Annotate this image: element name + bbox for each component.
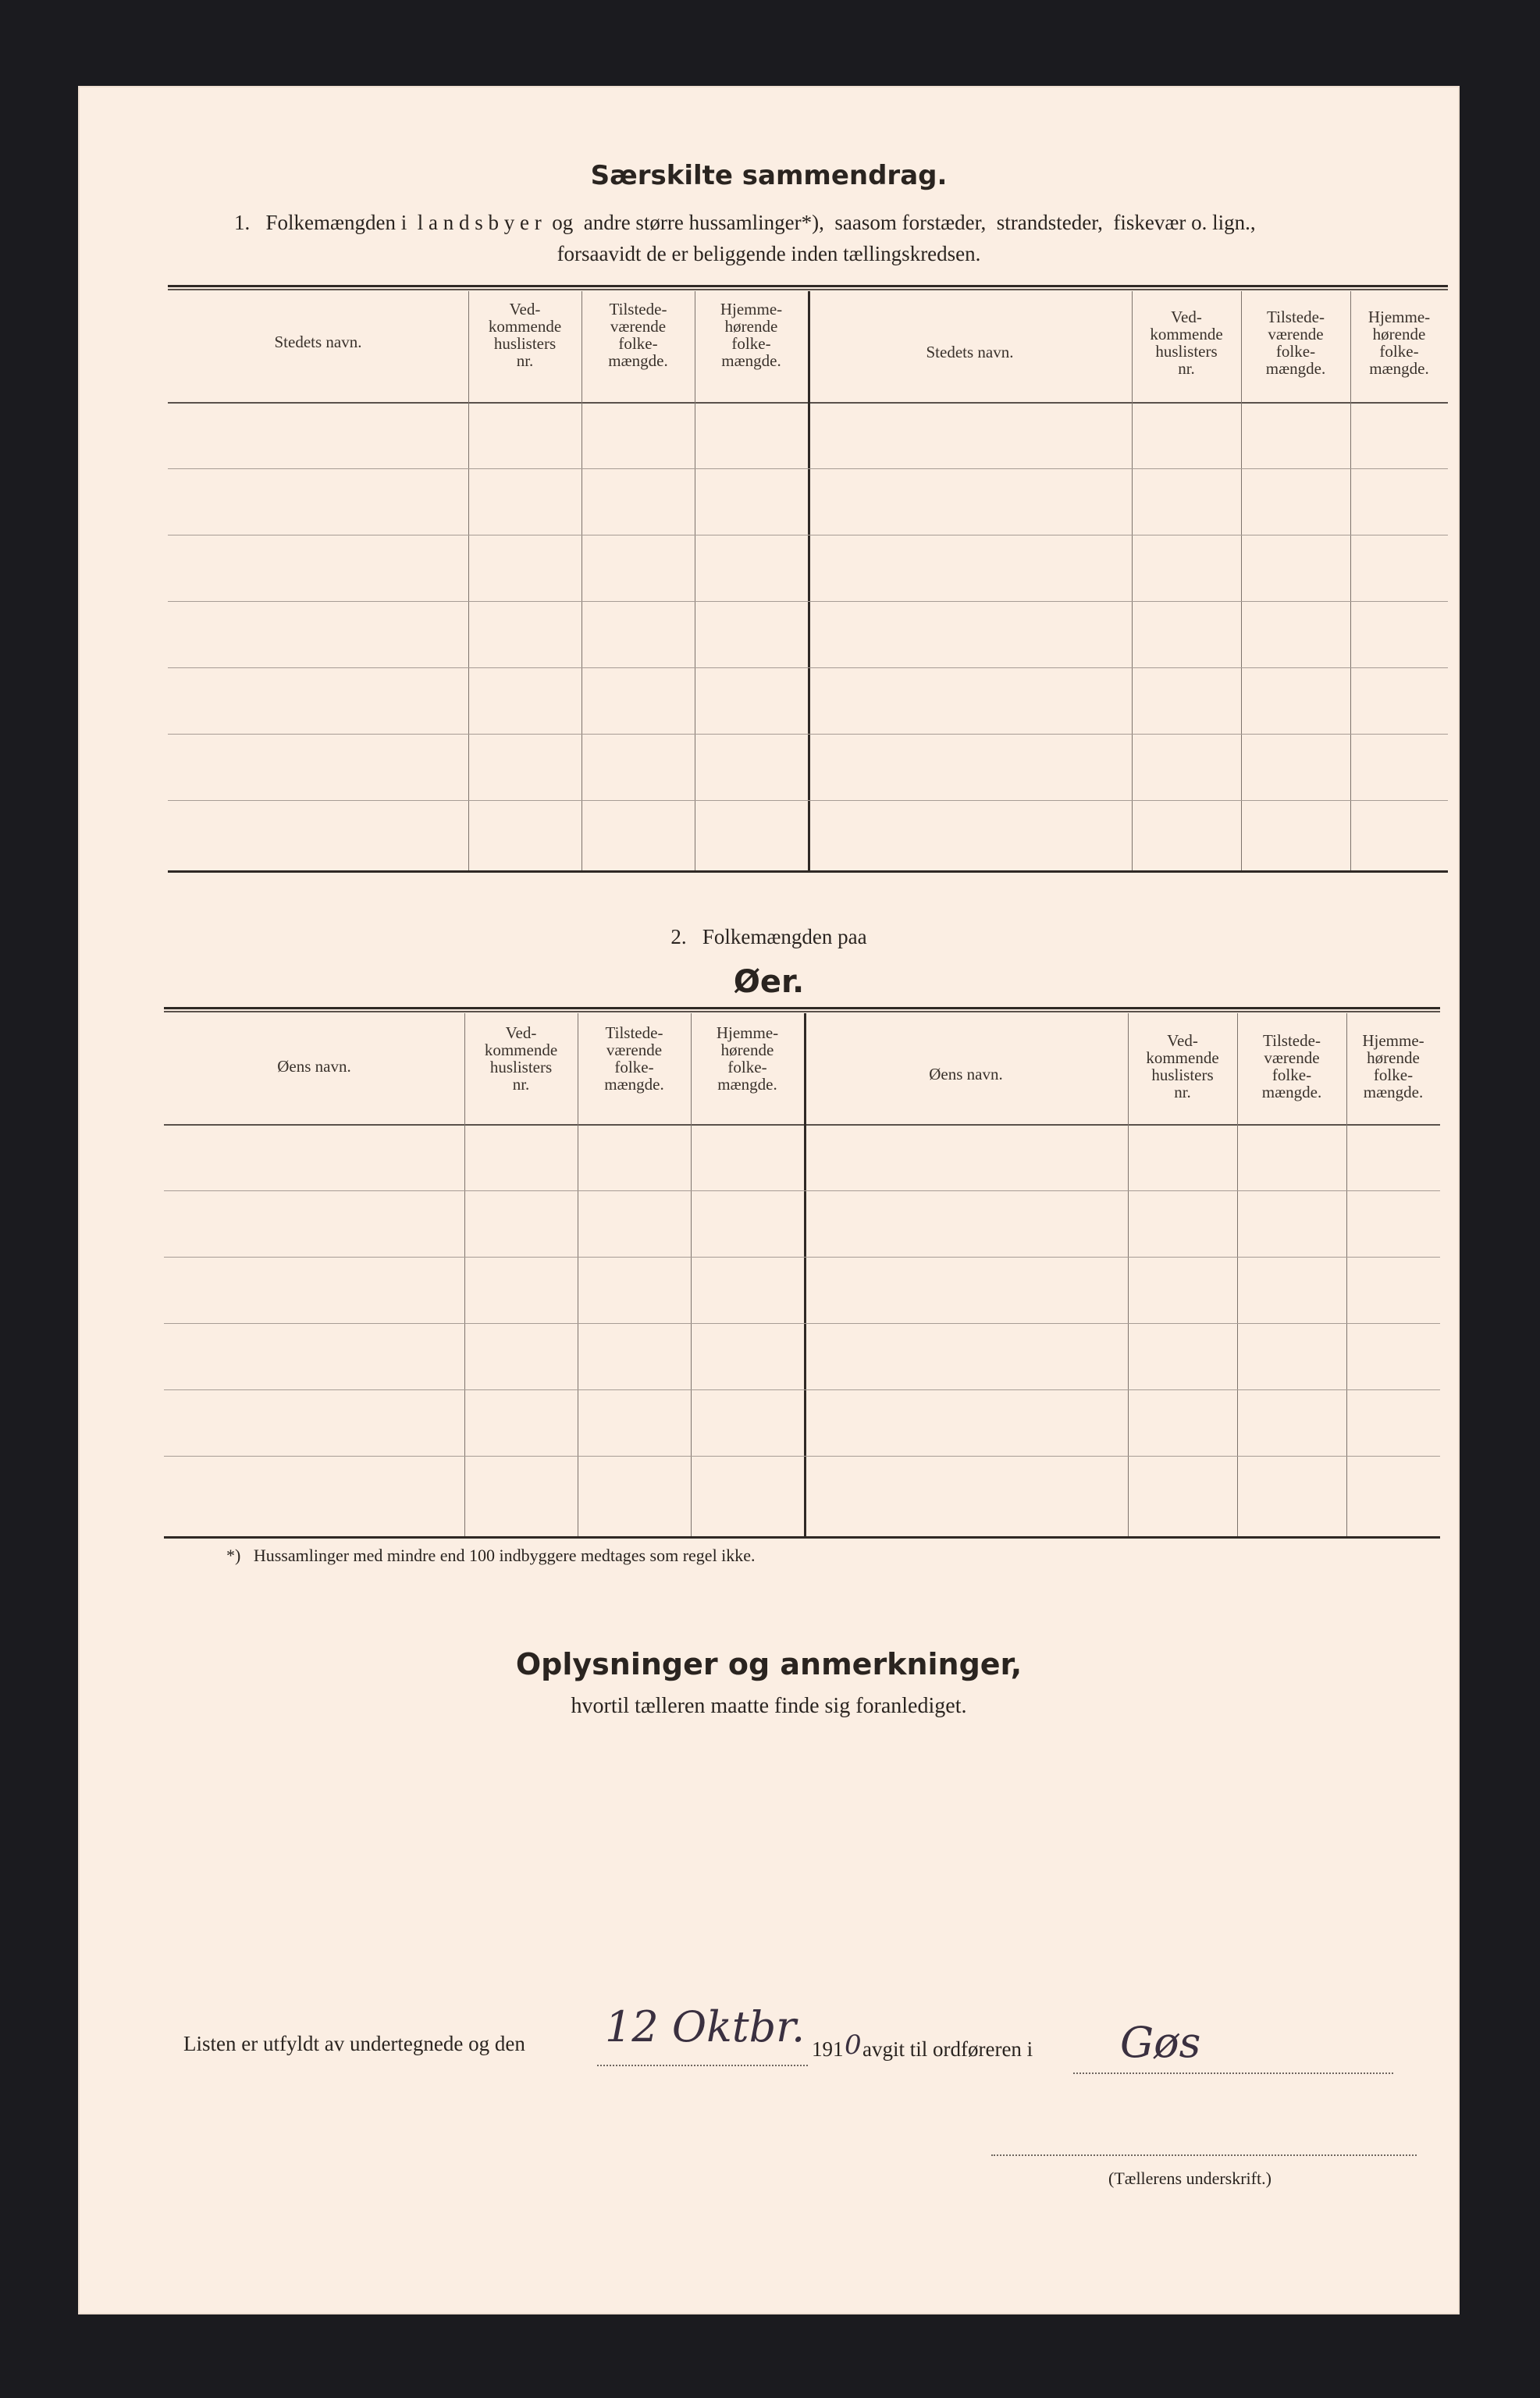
column-divider <box>468 291 469 870</box>
column-header-ved: Ved- kommende huslisters nr. <box>488 300 562 370</box>
column-divider <box>691 1013 692 1536</box>
column-header-hjemme: Hjemme- hørende folke- mængde. <box>720 300 783 370</box>
completion-statement-prefix: Listen er utfyldt av undertegnede og den <box>183 2032 525 2055</box>
header-bottom-rule <box>164 1124 1440 1126</box>
column-header-place: Stedets navn. <box>274 333 362 351</box>
municipality-dotted-line <box>1073 2072 1393 2074</box>
signature-caption: (Tællerens underskrift.) <box>1108 2169 1271 2188</box>
section2-table <box>164 1007 1440 1631</box>
row-rule <box>164 1456 1440 1457</box>
table-top-rule <box>164 1007 1440 1009</box>
table-top-rule-2 <box>168 289 1448 290</box>
section1-title: Særskilte sammendrag. <box>590 160 948 191</box>
section1-table <box>168 285 1448 972</box>
remarks-subtitle: hvortil tælleren maatte finde sig foranlediget. <box>571 1694 967 1718</box>
row-rule <box>164 1190 1440 1191</box>
footnote: *) Hussamlinger med mindre end 100 indbyggere medtages som regel ikke. <box>226 1546 756 1565</box>
column-divider <box>1346 1013 1347 1536</box>
column-divider <box>464 1013 465 1536</box>
column-divider <box>1350 291 1351 870</box>
handwritten-municipality: Gøs <box>1120 2018 1201 2067</box>
section2-title: Øer. <box>733 964 805 1000</box>
column-divider <box>1237 1013 1238 1536</box>
column-divider <box>1128 1013 1129 1536</box>
column-header-hjemme-right: Hjemme- hørende folke- mængde. <box>1368 308 1431 378</box>
section1-description-line1: 1. Folkemængden i l a n d s b y e r og andre større hussamlinger*), saasom forstæder, strandsteder, fiskevær o. lign., <box>234 211 1256 234</box>
column-header-hjemme-right: Hjemme- hørende folke- mængde. <box>1362 1031 1424 1101</box>
table-top-rule <box>168 285 1448 287</box>
row-rule <box>164 1389 1440 1390</box>
section2-subtitle: 2. Folkemængden paa <box>670 925 867 948</box>
column-divider <box>1132 291 1133 870</box>
column-header-tilstede: Tilstede- værende folke- mængde. <box>604 1023 664 1094</box>
census-form-page <box>78 86 1460 2314</box>
column-header-tilstede-right: Tilstede- værende folke- mængde. <box>1265 308 1326 378</box>
year-prefix: 191 <box>812 2037 844 2061</box>
column-divider <box>1241 291 1242 870</box>
section1-description-line2: forsaavidt de er beliggende inden tællingskredsen. <box>557 242 981 265</box>
column-header-tilstede-right: Tilstede- værende folke- mængde. <box>1261 1031 1322 1101</box>
column-header-ved: Ved- kommende huslisters nr. <box>484 1023 558 1094</box>
row-rule <box>168 601 1448 602</box>
handwritten-year-digit: 0 <box>845 2030 862 2061</box>
table-bottom-rule <box>164 1536 1440 1539</box>
row-rule <box>168 667 1448 668</box>
row-rule <box>168 800 1448 801</box>
completion-statement-middle: avgit til ordføreren i <box>862 2037 1033 2061</box>
center-divider <box>808 291 810 870</box>
column-header-hjemme: Hjemme- hørende folke- mængde. <box>716 1023 779 1094</box>
row-rule <box>168 734 1448 735</box>
column-header-ved-right: Ved- kommende huslisters nr. <box>1150 308 1223 378</box>
signature-dotted-line <box>991 2154 1417 2156</box>
column-header-place: Øens navn. <box>277 1057 351 1076</box>
column-header-ved-right: Ved- kommende huslisters nr. <box>1146 1031 1219 1101</box>
row-rule <box>164 1323 1440 1324</box>
center-divider <box>804 1013 806 1536</box>
table-bottom-rule <box>168 870 1448 873</box>
column-header-place-right: Stedets navn. <box>926 343 1014 361</box>
remarks-title: Oplysninger og anmerkninger, <box>515 1647 1023 1681</box>
column-header-place-right: Øens navn. <box>929 1065 1003 1083</box>
column-header-tilstede: Tilstede- værende folke- mængde. <box>608 300 668 370</box>
table-top-rule-2 <box>164 1011 1440 1012</box>
row-rule <box>168 468 1448 469</box>
date-dotted-line <box>597 2065 808 2066</box>
row-rule <box>164 1257 1440 1258</box>
handwritten-date: 12 Oktbr. <box>605 2002 806 2051</box>
